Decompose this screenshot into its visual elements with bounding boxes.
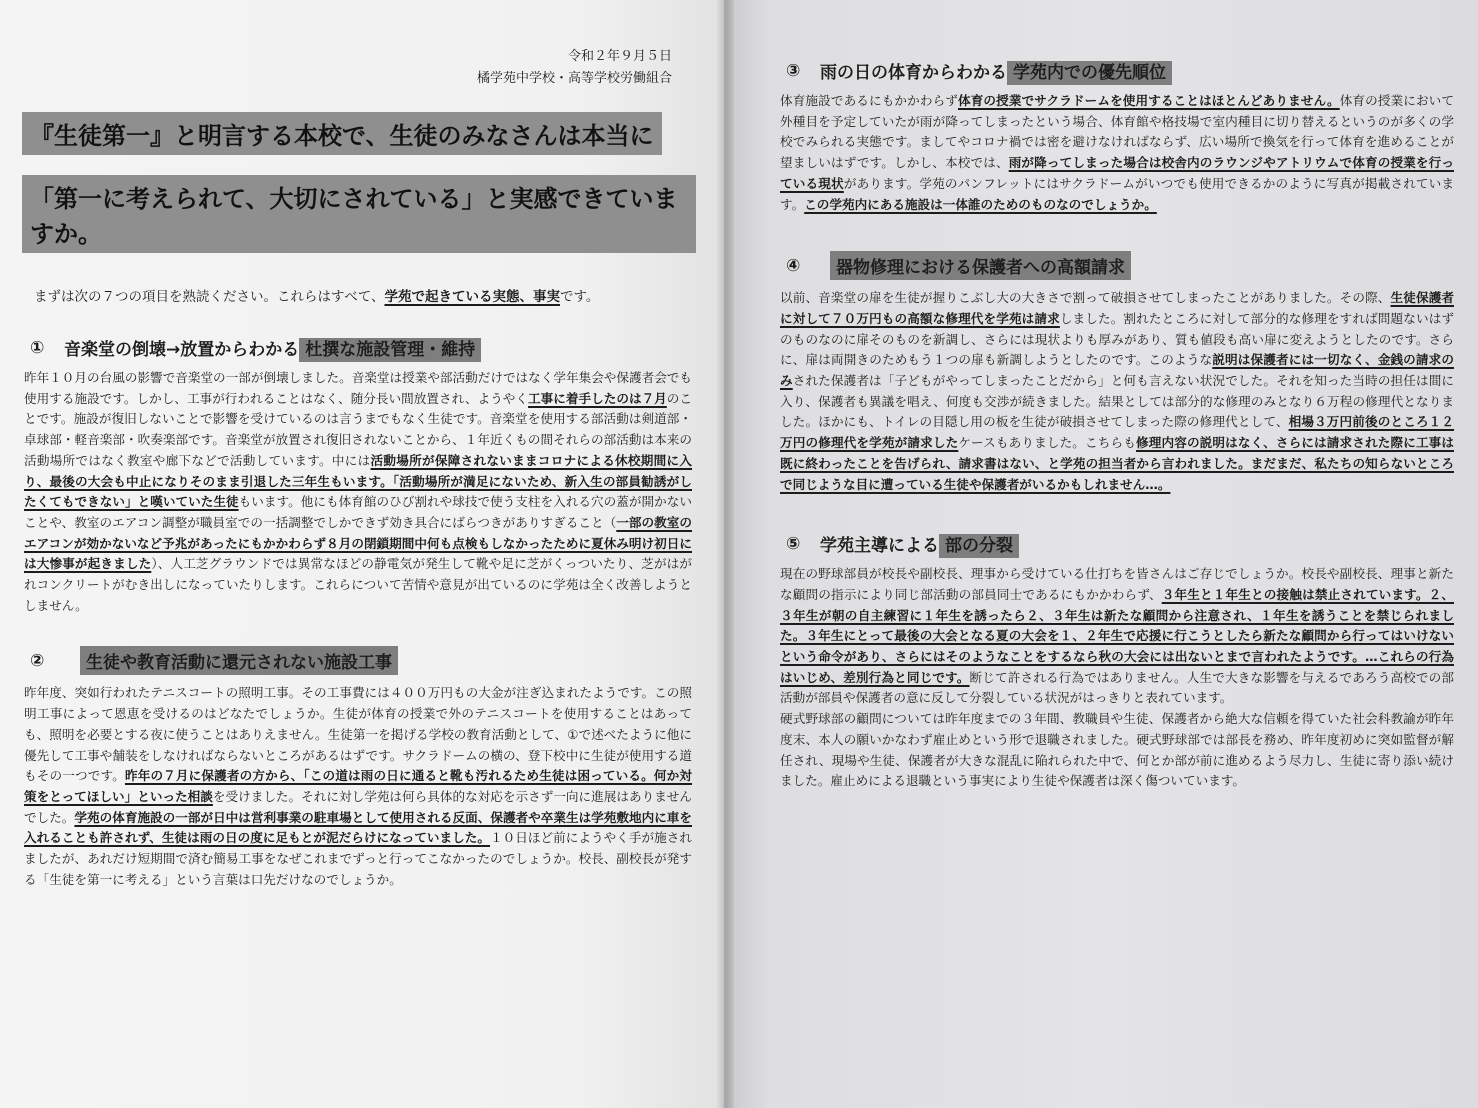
s2-text-1: 昨年度、突如行われたテニスコートの照明工事。その工事費には４００万円もの大金が注ぎ込まれたようです。この照明工事によって恩恵を受けるのはどなたでしょうか。生徒が体育の授業で外のテニスコートを使用することはあっても、照明を必要とする夜に使うことはありえません。生徒第一を掲げる学校の教育活動として、①で述べたように他に優先して工事や舗装をしなければならないところがあるはずです。サクラドームの横の、登下校中に生徒が使用する道もその一つです。	[24, 685, 692, 784]
s3-text-3: があります。学苑のパンフレットにはサクラドームがいつでも使用できるかのように写真が掲載されています。	[780, 175, 1455, 212]
s2-underline-1: 昨年の７月に保護者の方から、「この道は雨の日に通ると靴も汚れるため生徒は困っている。何か対策をとってほしい」といった相談	[24, 768, 692, 804]
section-3-heading	[786, 58, 1458, 83]
section-4-title: 器物修理における保護者への高額請求	[830, 251, 1131, 280]
s4-underline-3: 相場３万円前後のところ１２万円の修理代を学苑が請求した	[780, 414, 1455, 451]
title-line-1: 『生徒第一』と明言する本校で、生徒のみなさんは本当に	[22, 112, 662, 155]
right-page	[724, 0, 1478, 1108]
section-3-title-b: 学苑内での優先順位	[1007, 61, 1172, 85]
section-2-body	[22, 683, 696, 890]
section-1-title-b: 杜撰な施設管理・維持	[299, 338, 481, 362]
section-3-body	[778, 91, 1458, 215]
intro-text-c: です。	[559, 289, 600, 305]
s5-text-1: 現在の野球部員が校長や副校長、理事から受けている仕打ちを皆さんはご存じでしょうか。校長や副校長、理事と新たな顧問の指示により同じ部活動の部員同士であるにもかかわらず、	[780, 566, 1455, 602]
s4-text-4: ケースもありました。こちらも	[958, 435, 1136, 451]
paper-fold	[716, 0, 734, 1108]
s5-underline-1: ３年生と１年生との接触は禁止されています。２、３年生が朝の自主練習に１年生を誘ったら２、３年生は新たな顧問から注意され、１年生を誘うことを禁じられました。３年生にとって最後の大会となる夏の大会を１、２年生で応援に行こうとしたら新たな顧問から行ってはいけないという命令があり、さらにはそのようなことをするなら秋の大会には出ないとまで言われたようです。…これらの行為はいじめ、差別行為と同じです。	[780, 586, 1454, 685]
s3-underline-1: 体育の授業でサクラドームを使用することはほとんどありません。	[958, 93, 1340, 108]
section-4-heading	[786, 251, 1458, 280]
section-1-heading	[30, 335, 696, 360]
s2-underline-2: 学苑の体育施設の一部が日中は営利事業の駐車場として使用される反面、保護者や卒業生は学苑敷地内に車を入れることも許されず、生徒は雨の日の度に足もとが泥だらけになっていました。	[24, 809, 693, 846]
section-5-title-a: 学苑主導による	[820, 536, 939, 557]
intro	[34, 285, 696, 305]
s2-text-3: １０日ほど前にようやく手が施されましたが、あれだけ短期間で済む簡易工事をなぜこれまでずっと行ってこなかったのでしょうか。校長、副校長が発する「生徒を第一に考える」という言葉は口先だけなのでしょうか。	[24, 830, 693, 887]
section-5-heading	[786, 531, 1458, 556]
s1-text-1: 昨年１０月の台風の影響で音楽堂の一部が倒壊しました。音楽堂は授業や部活動だけではなく学年集会や保護者会でも使用する施設です。しかし、工事が行われることはなく、随分長い間放置され、ようやく	[24, 370, 692, 406]
title-block	[22, 104, 696, 259]
section-1-title-a: 音楽堂の倒壊→放置からわかる	[64, 340, 300, 360]
section-4-body	[778, 288, 1458, 495]
section-1-number: ①	[30, 337, 45, 358]
s2-text-2: を受けました。それに対し学苑は何ら具体的な対応を示さず一向に進展はありませんでした。	[24, 788, 693, 825]
section-2-title: 生徒や教育活動に還元されない施設工事	[80, 646, 398, 675]
s4-text-3: された保護者は「子どもがやってしまったことだから」と何も言えない状況でした。それを知った当時の担任は間に入り、保護者も異議を唱え、何度も交渉が続きました。結果としては部分的な修理のみとなり６万程の修理代となりました。ほかにも、トイレの目隠し用の板を生徒が破損させてしまった際の修理代として、	[780, 373, 1455, 430]
section-3-title	[820, 58, 1172, 83]
union-name: 橘学苑中学校・高等学校労働組合	[476, 71, 672, 86]
s4-text-1: 以前、音楽堂の扉を生徒が握りこぶし大の大きさで割って破損させてしまったことがありました。その際、	[780, 290, 1391, 306]
title-line-2: 「第一に考えられて、大切にされている」と実感できていますか。	[22, 175, 696, 253]
section-4-number: ④	[786, 255, 801, 276]
left-page	[0, 0, 724, 1108]
section-3-title-a: 雨の日の体育からわかる	[820, 63, 1007, 83]
s1-text-3: もいます。他にも体育館のひび割れや球技で使う支柱を入れる穴の蓋が開かないことや、教室のエアコン調整が職員室での一括調整でしかできず効き具合にばらつきがありすぎること（	[24, 494, 693, 530]
date: 令和２年９月５日	[567, 49, 672, 64]
s5-text-2: 断じて許される行為ではありません。人生で大きな影響を与えるであろう高校での部活動が部員や保護者の意に反して分裂している状況がはっきりと表れています。	[780, 669, 1454, 706]
section-5-body	[778, 564, 1458, 709]
s3-underline-3: この学苑内にある施設は一体誰のためのものなのでしょうか。	[804, 196, 1157, 212]
section-5-title	[820, 531, 1019, 556]
section-3-number: ③	[786, 60, 801, 81]
s3-underline-2: 雨が降ってしまった場合は校舎内のラウンジやアトリウムで体育の授業を行っている現状	[780, 155, 1454, 191]
section-2-number: ②	[30, 650, 45, 671]
header-block	[22, 46, 696, 90]
section-1-title	[64, 335, 481, 360]
s4-underline-4: 修理内容の説明はなく、さらには請求された際に工事は既に終わったことを告げられ、請求書はない、と学苑の担当者から言われました。まだまだ、私たちの知らないところで同じような目に遭っている生徒や保護者がいるかもしれません…。	[780, 435, 1455, 492]
s4-underline-1: 生徒保護者に対して７０万円もの高額な修理代を学苑は請求	[780, 290, 1455, 326]
s1-underline-2: 活動場所が保障されないままコロナによる休校期間に入り、最後の大会も中止になりそのまま引退した三年生もいます。「活動場所が満足にないため、新入生の部員勧誘がしたくてもできない」と嘆いていた生徒	[24, 452, 693, 510]
section-5-title-b: 部の分裂	[939, 534, 1019, 558]
s1-underline-1: 工事に着手したのは７月	[528, 390, 667, 406]
s4-underline-2: 説明は保護者には一切なく、金銭の請求のみ	[780, 352, 1455, 389]
s4-text-2: しました。割れたところに対して部分的な修理をすれば問題ないはずのものなのに扉そのものを新調し、さらには現状よりも厚みがあり、質も値段も高い扉に変えようとしたのです。さらに、扉は両開きのためもう１つの扉も新調しようとしたのです。このような	[780, 310, 1455, 368]
s3-text-1: 体育施設であるにもかかわらず	[780, 93, 958, 108]
section-5-number: ⑤	[786, 533, 801, 554]
section-2-heading	[30, 646, 696, 675]
section-5-body-2: 硬式野球部の顧問については昨年度までの３年間、教職員や生徒、保護者から絶大な信頼を得ていた社会科教諭が昨年度末、本人の願いかなわず雇止めという形で退職されました。硬式野球部では部長を務め、昨年度初めに突如監督が解任され、現場や生徒、保護者が大きな混乱に陥れられた中で、何とか部が前に進めるよう尽力し、生徒に寄り添い続けました。雇止めによる退職という事実により生徒や保護者は深く傷ついています。	[780, 711, 1454, 789]
intro-emphasis: 学苑で起きている実態、事実	[384, 289, 560, 305]
s1-text-2: のことです。施設が復旧しないことで影響を受けているのは言うまでもなく生徒です。音楽堂を使用する部活動は剣道部・卓球部・軽音楽部・吹奏楽部です。音楽堂が放置され復旧されないことから、１年近くもの間それらの部活動は本来の活動場所ではなく教室や廊下などで活動しています。中には	[24, 390, 693, 468]
section-1-body	[22, 368, 696, 616]
s3-text-2: 体育の授業において外種目を予定していたが雨が降ってしまったという場合、体育館や格技場で室内種目に切り替えるというのが多くの学校でみられる実態です。ましてやコロナ禍では密を避けなければならず、広い場所で換気を行って体育を進めることが望ましいはずです。しかし、本校では、	[780, 93, 1454, 171]
s1-underline-3: 一部の教室のエアコンが効かないなど予兆があったにもかかわらず８月の閉鎖期間中何も点検もしなかったために夏休み明け初日には大惨事が起きました	[24, 514, 693, 572]
s1-text-4: ）、人工芝グラウンドでは異常なほどの静電気が発生して靴や足に芝がくっついたり、芝がはがれコンクリートがむき出しになっていたりします。これらについて苦情や意見が出ているのに学苑は全く改善しようとしません。	[24, 556, 693, 613]
intro-text-a: まずは次の７つの項目を熟読ください。これらはすべて、	[34, 289, 385, 305]
